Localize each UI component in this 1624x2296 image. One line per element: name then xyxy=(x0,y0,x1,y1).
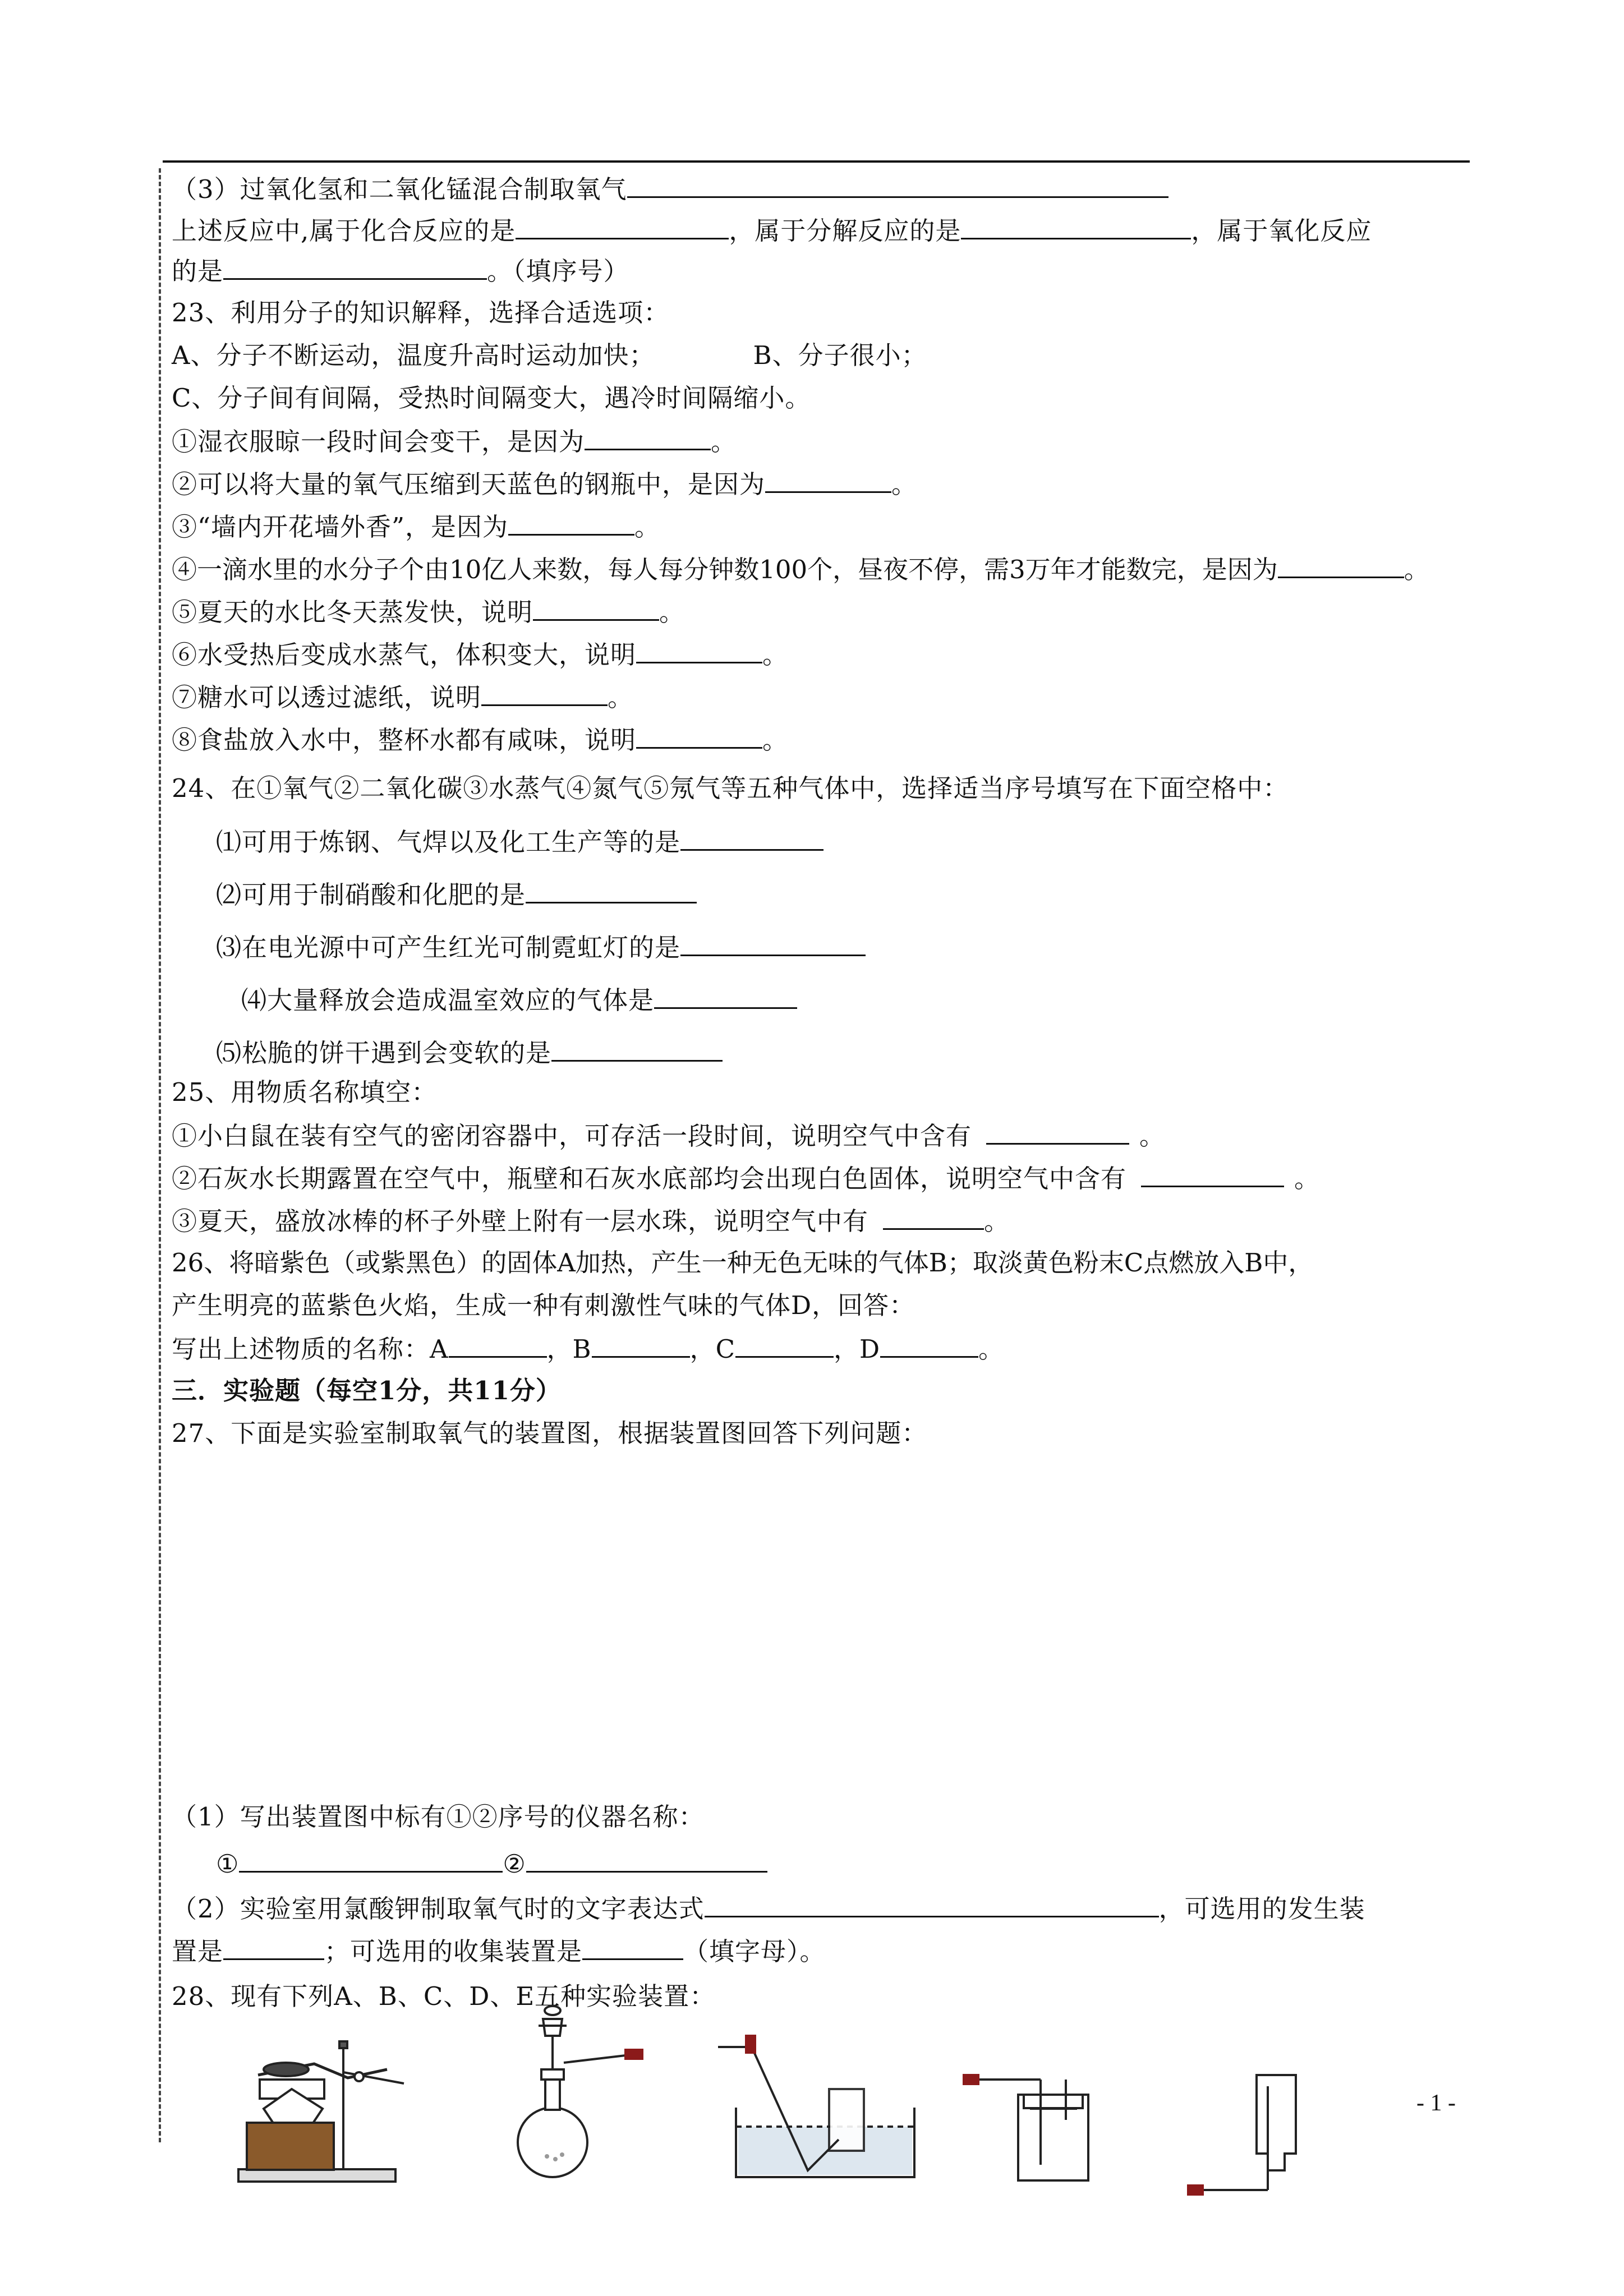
q24-title: 24、在①氧气②二氧化碳③水蒸气④氮气⑤氖气等五种气体中，选择适当序号填写在下面空格中： xyxy=(172,773,1289,803)
q27-sub-2-text: （2）实验室用氯酸钾制取氧气时的文字表达式 xyxy=(172,1894,705,1924)
q27-text-d: ；可选用的收集装置是 xyxy=(324,1937,583,1966)
q27-sub-2-text-b: ，可选用的发生装 xyxy=(1158,1894,1365,1924)
q22-text-b: ，属于分解反应的是 xyxy=(729,216,961,246)
apparatus-e-inverted-bottle xyxy=(1188,2075,1296,2194)
q22-item-3-text: （3）过氧化氢和二氧化锰混合制取氧气 xyxy=(172,174,627,204)
q22-text-c: ，属于氧化反应 xyxy=(1191,216,1372,246)
apparatus-d-gas-bottle xyxy=(964,2075,1088,2180)
q26-line-1: 26、将暗紫色（或紫黑色）的固体A加热，产生一种无色无味的气体B；取淡黄色粉末C点燃放入B中， xyxy=(172,1248,1314,1278)
q23-item-8-text: ⑧食盐放入水中，整杯水都有咸味，说明 xyxy=(172,725,637,755)
section-3-heading: 三．实验题（每空1分，共11分） xyxy=(172,1376,562,1405)
apparatus-b-flask-funnel xyxy=(518,2006,642,2177)
page-number: - 1 - xyxy=(1416,2090,1456,2116)
period: 。 xyxy=(634,512,661,542)
q23-item-6-text: ⑥水受热后变成水蒸气，体积变大，说明 xyxy=(172,640,637,670)
q25-item-1-text: ①小白鼠在装有空气的密闭容器中，可存活一段时间，说明空气中含有 xyxy=(172,1121,972,1151)
period: 。 xyxy=(762,725,789,755)
q23-option-c: C、分子间有间隔，受热时间隔变大，遇冷时间隔缩小。 xyxy=(172,383,811,413)
q23-option-b: B、分子很小； xyxy=(753,340,927,370)
period: 。 xyxy=(762,640,789,670)
period: 。 xyxy=(659,597,686,627)
q23-item-4-text: ④一滴水里的水分子个由10亿人来数，每人每分钟数100个，昼夜不停，需3万年才能数完，是因为 xyxy=(172,555,1278,584)
q27-text-e: （填字母）。 xyxy=(683,1937,826,1966)
period: 。 xyxy=(1139,1121,1166,1151)
q25-item-3-text: ③夏天，盛放冰棒的杯子外壁上附有一层水珠，说明空气中有 xyxy=(172,1206,869,1236)
period: 。 xyxy=(1404,555,1429,584)
q23-item-1-text: ①湿衣服晾一段时间会变干，是因为 xyxy=(172,427,585,457)
q22-text-d: 的是 xyxy=(172,256,224,286)
period: 。 xyxy=(711,427,737,457)
q27-mark-1: ① xyxy=(216,1849,240,1879)
q24-item-4-text: ⑷大量释放会造成温室效应的气体是 xyxy=(241,985,655,1015)
q23-option-a: A、分子不断运动，温度升高时运动加快； xyxy=(172,340,655,370)
q23-title: 23、利用分子的知识解释，选择合适选项： xyxy=(172,298,670,328)
q23-item-7-text: ⑦糖水可以透过滤纸，说明 xyxy=(172,683,482,712)
q25-title: 25、用物质名称填空： xyxy=(172,1077,438,1107)
q27-sub-1: （1）写出装置图中标有①②序号的仪器名称： xyxy=(172,1802,705,1832)
period: 。 xyxy=(1294,1164,1321,1193)
period: 。 xyxy=(891,469,918,499)
apparatus-a-heating xyxy=(238,2041,404,2182)
q24-item-5-text: ⑸松脆的饼干遇到会变软的是 xyxy=(216,1038,552,1068)
q22-text-a: 上述反应中,属于化合反应的是 xyxy=(172,216,516,246)
q27-title: 27、下面是实验室制取氧气的装置图，根据装置图回答下列问题： xyxy=(172,1418,928,1448)
q24-item-2-text: ⑵可用于制硝酸和化肥的是 xyxy=(216,880,526,910)
q26-label-a: 写出上述物质的名称：A xyxy=(172,1334,449,1364)
q23-item-2-text: ②可以将大量的氧气压缩到天蓝色的钢瓶中，是因为 xyxy=(172,469,766,499)
q24-item-3-text: ⑶在电光源中可产生红光可制霓虹灯的是 xyxy=(216,933,681,962)
period: 。 xyxy=(608,683,634,712)
period: 。 xyxy=(984,1206,1010,1236)
q23-item-5-text: ⑤夏天的水比冬天蒸发快，说明 xyxy=(172,597,533,627)
q22-text-e: 。（填序号） xyxy=(487,256,629,286)
period: 。 xyxy=(978,1334,1005,1364)
q28-title: 28、现有下列A、B、C、D、E五种实验装置： xyxy=(172,1981,716,2011)
q26-line-2: 产生明亮的蓝紫色火焰，生成一种有刺激性气味的气体D，回答： xyxy=(172,1290,915,1320)
q26-label-b: ，B xyxy=(546,1334,592,1364)
q27-text-c: 置是 xyxy=(172,1937,224,1966)
q23-item-3-text: ③“墙内开花墙外香”，是因为 xyxy=(172,512,509,542)
q26-label-d: ，D xyxy=(834,1334,881,1364)
q26-label-c: ，C xyxy=(689,1334,736,1364)
q27-mark-2: ② xyxy=(503,1849,526,1879)
q24-item-1-text: ⑴可用于炼钢、气焊以及化工生产等的是 xyxy=(216,827,681,857)
q25-item-2-text: ②石灰水长期露置在空气中，瓶壁和石灰水底部均会出现白色固体，说明空气中含有 xyxy=(172,1164,1127,1193)
apparatus-c-water-trough xyxy=(718,2036,914,2177)
